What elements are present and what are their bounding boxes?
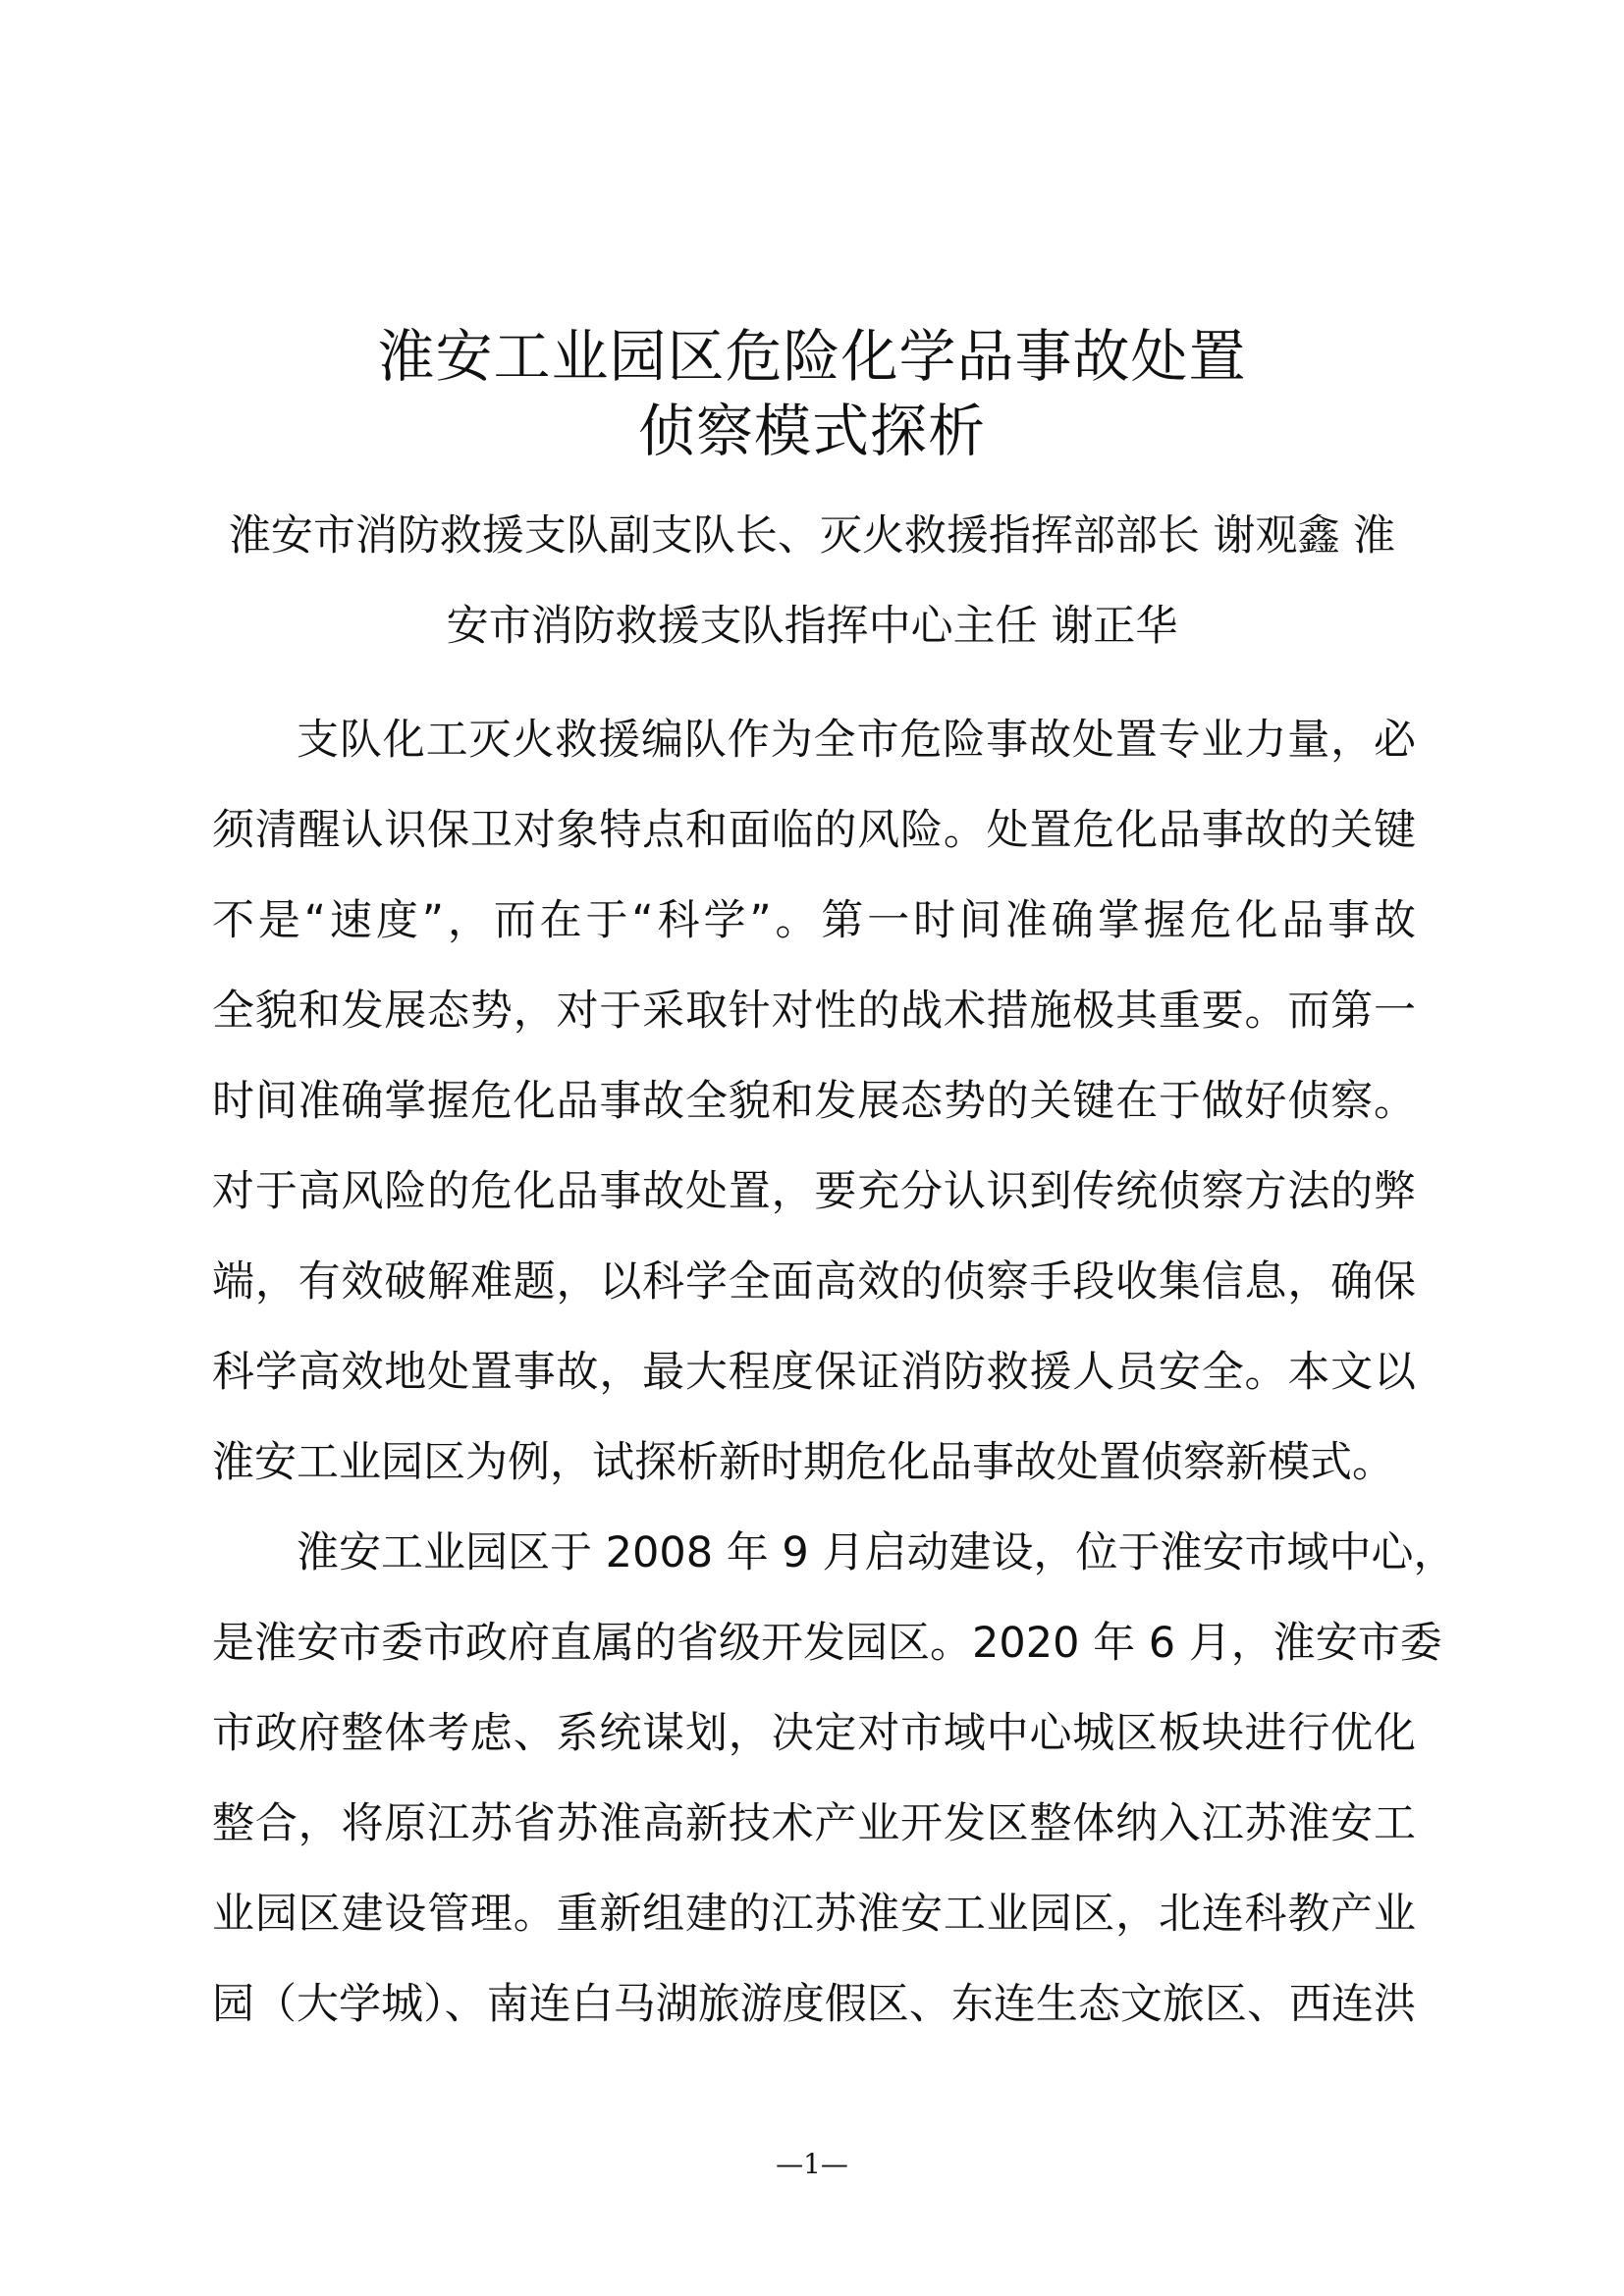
title-line-1: 淮安工业园区危险化学品事故处置 bbox=[377, 323, 1247, 390]
paragraph-1-line-7: 端，有效破解难题，以科学全面高效的侦察手段收集信息，确保 bbox=[212, 1257, 1416, 1307]
paragraph-1-line-1: 支队化工灭火救援编队作为全市危险事故处置专业力量，必 bbox=[297, 716, 1416, 765]
paragraph-2-line-3: 市政府整体考虑、系统谋划，决定对市域中心城区板块进行优化 bbox=[212, 1709, 1416, 1758]
paragraph-1-line-9: 淮安工业园区为例，试探析新时期危化品事故处置侦察新模式。 bbox=[212, 1438, 1394, 1487]
paragraph-1-line-4: 全貌和发展态势，对于采取针对性的战术措施极其重要。而第一 bbox=[212, 987, 1416, 1036]
paragraph-2-line-2: 是淮安市委市政府直属的省级开发园区。2020 年 6 月，淮安市委 bbox=[212, 1619, 1442, 1668]
document-title bbox=[0, 319, 1624, 468]
author-byline bbox=[212, 491, 1412, 671]
paragraph-2-line-5: 业园区建设管理。重新组建的江苏淮安工业园区，北连科教产业 bbox=[212, 1890, 1416, 1939]
byline-line-1: 淮安市消防救援支队副支队长、灭火救援指挥部部长 谢观鑫 淮 bbox=[228, 511, 1396, 561]
page-number: —1— bbox=[776, 2148, 848, 2180]
paragraph-1-line-6: 对于高风险的危化品事故处置，要充分认识到传统侦察方法的弊 bbox=[212, 1167, 1416, 1216]
title-line-2: 侦察模式探析 bbox=[637, 398, 986, 464]
article-body bbox=[212, 695, 1456, 2050]
byline-line-2: 安市消防救援支队指挥中心主任 谢正华 bbox=[446, 602, 1178, 651]
paragraph-1-line-8: 科学高效地处置事故，最大程度保证消防救援人员安全。本文以 bbox=[212, 1348, 1416, 1397]
paragraph-1-line-3: 不是“速度”，而在于“科学”。第一时间准确掌握危化品事故 bbox=[212, 896, 1416, 945]
paragraph-1-line-2: 须清醒认识保卫对象特点和面临的风险。处置危化品事故的关键 bbox=[212, 806, 1416, 855]
paragraph-2-line-1: 淮安工业园区于 2008 年 9 月启动建设，位于淮安市域中心， bbox=[297, 1528, 1456, 1577]
paragraph-1-line-5: 时间准确掌握危化品事故全貌和发展态势的关键在于做好侦察。 bbox=[212, 1077, 1416, 1126]
paragraph-2-line-4: 整合，将原江苏省苏淮高新技术产业开发区整体纳入江苏淮安工 bbox=[212, 1799, 1416, 1848]
paragraph-2-line-6: 园（大学城）、南连白马湖旅游度假区、东连生态文旅区、西连洪 bbox=[212, 1980, 1416, 2029]
